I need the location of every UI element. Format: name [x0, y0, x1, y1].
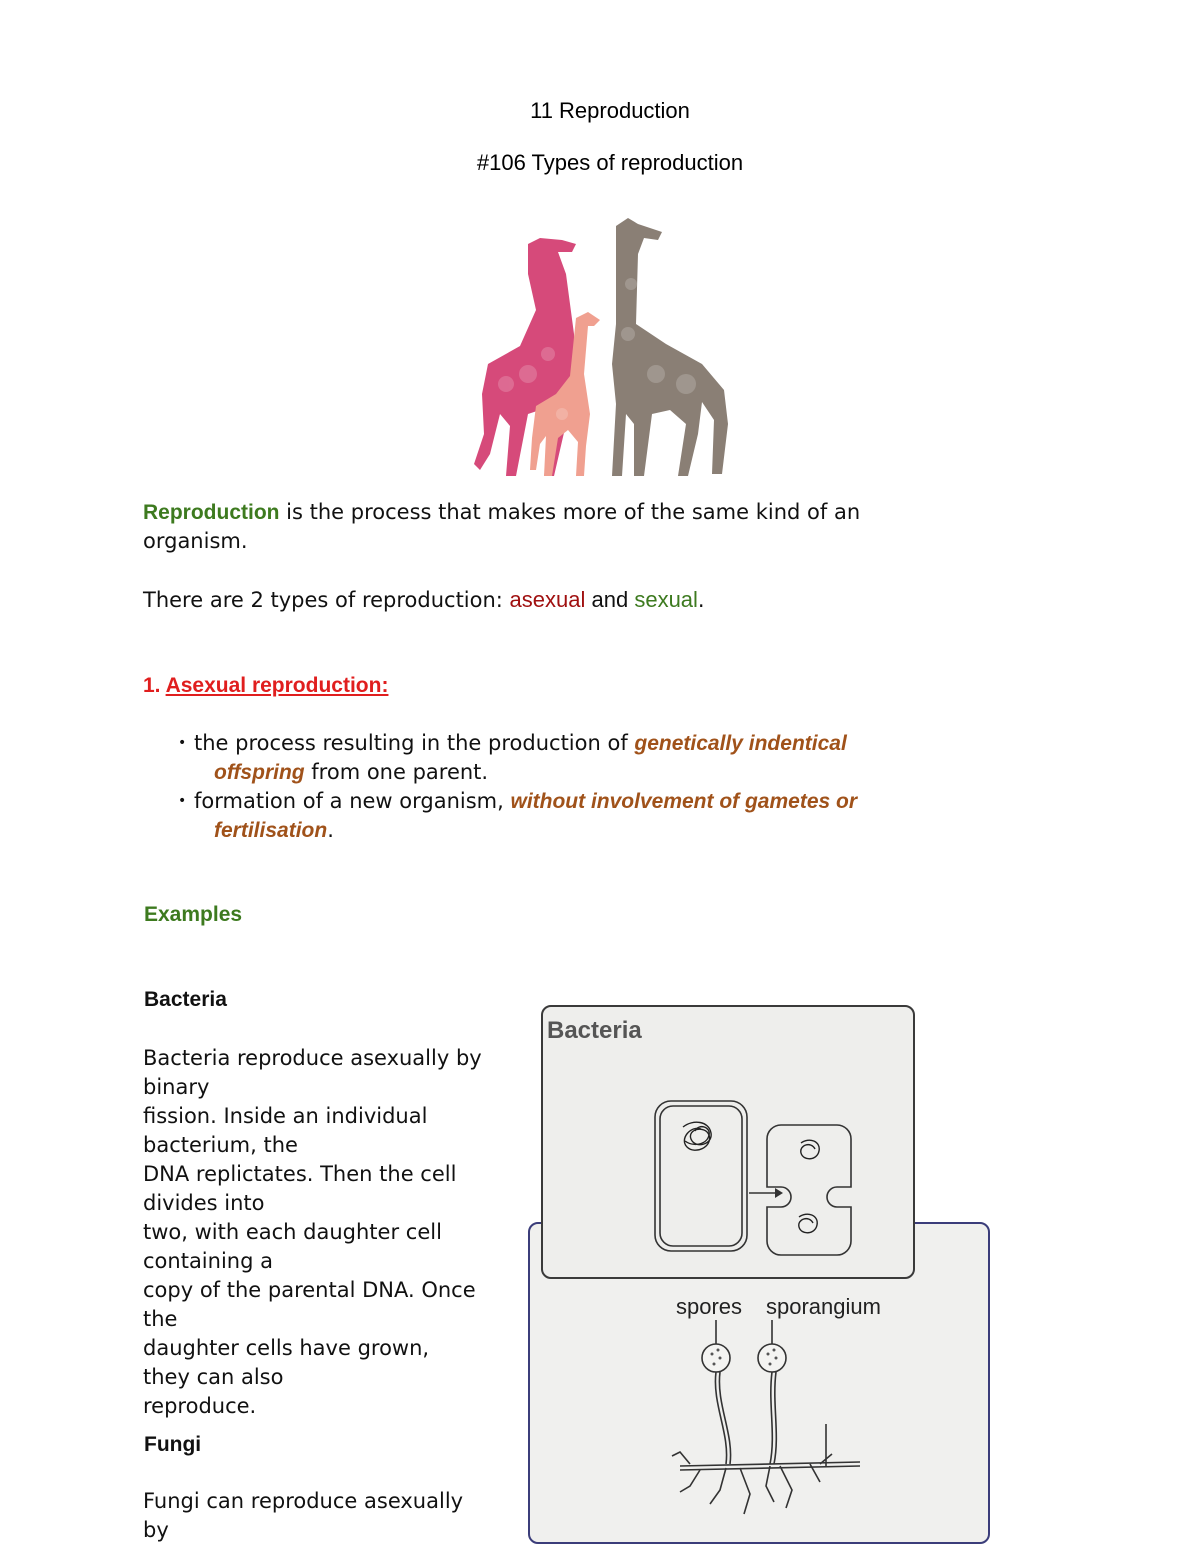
topic-title: #106 Types of reproduction — [476, 150, 744, 175]
types-sentence: There are 2 types of reproduction: asexual and sexual. — [143, 587, 705, 612]
arrow-icon — [775, 1188, 783, 1198]
bacteria-figure-panel — [541, 1005, 915, 1279]
bacteria-paragraph: Bacteria reproduce asexually by binary fission. Inside an individual bacterium, the DNA replictates. Then the cell divides into two, with each daughter cell containing a copy of the parental DNA. Once the daughter cells have grown, they can also reproduce. — [143, 1046, 482, 1418]
bacteria-heading: Bacteria — [144, 988, 227, 1011]
intro-definition: Reproduction is the process that makes more of the same kind of an organism. — [143, 500, 861, 553]
bullet-dot-icon: • — [178, 735, 187, 751]
fungi-paragraph: Fungi can reproduce asexually by — [143, 1489, 464, 1542]
asexual-heading: 1. Asexual reproduction: — [143, 674, 389, 697]
bullet-item: • the process resulting in the production of genetically indentical offspring from one parent. — [178, 731, 847, 784]
reproduction-term: Reproduction — [143, 501, 280, 524]
sporangium-label: sporangium — [766, 1294, 881, 1319]
fungi-heading: Fungi — [144, 1433, 202, 1456]
examples-heading: Examples — [144, 903, 243, 926]
bullet-item: • formation of a new organism, without involvement of gametes or fertilisation. — [178, 789, 858, 842]
bacteria-panel-label: Bacteria — [547, 1017, 642, 1044]
giraffe-family-illustration — [466, 214, 736, 480]
gray-giraffe — [612, 218, 728, 476]
bullet-dot-icon: • — [178, 793, 187, 809]
spores-label: spores — [676, 1294, 743, 1319]
binary-fission-diagram — [543, 1007, 913, 1277]
chapter-title: 11 Reproduction — [530, 98, 690, 123]
sexual-term: sexual — [634, 587, 698, 612]
pink-giraffe — [474, 238, 576, 476]
asexual-term: asexual — [509, 587, 586, 612]
